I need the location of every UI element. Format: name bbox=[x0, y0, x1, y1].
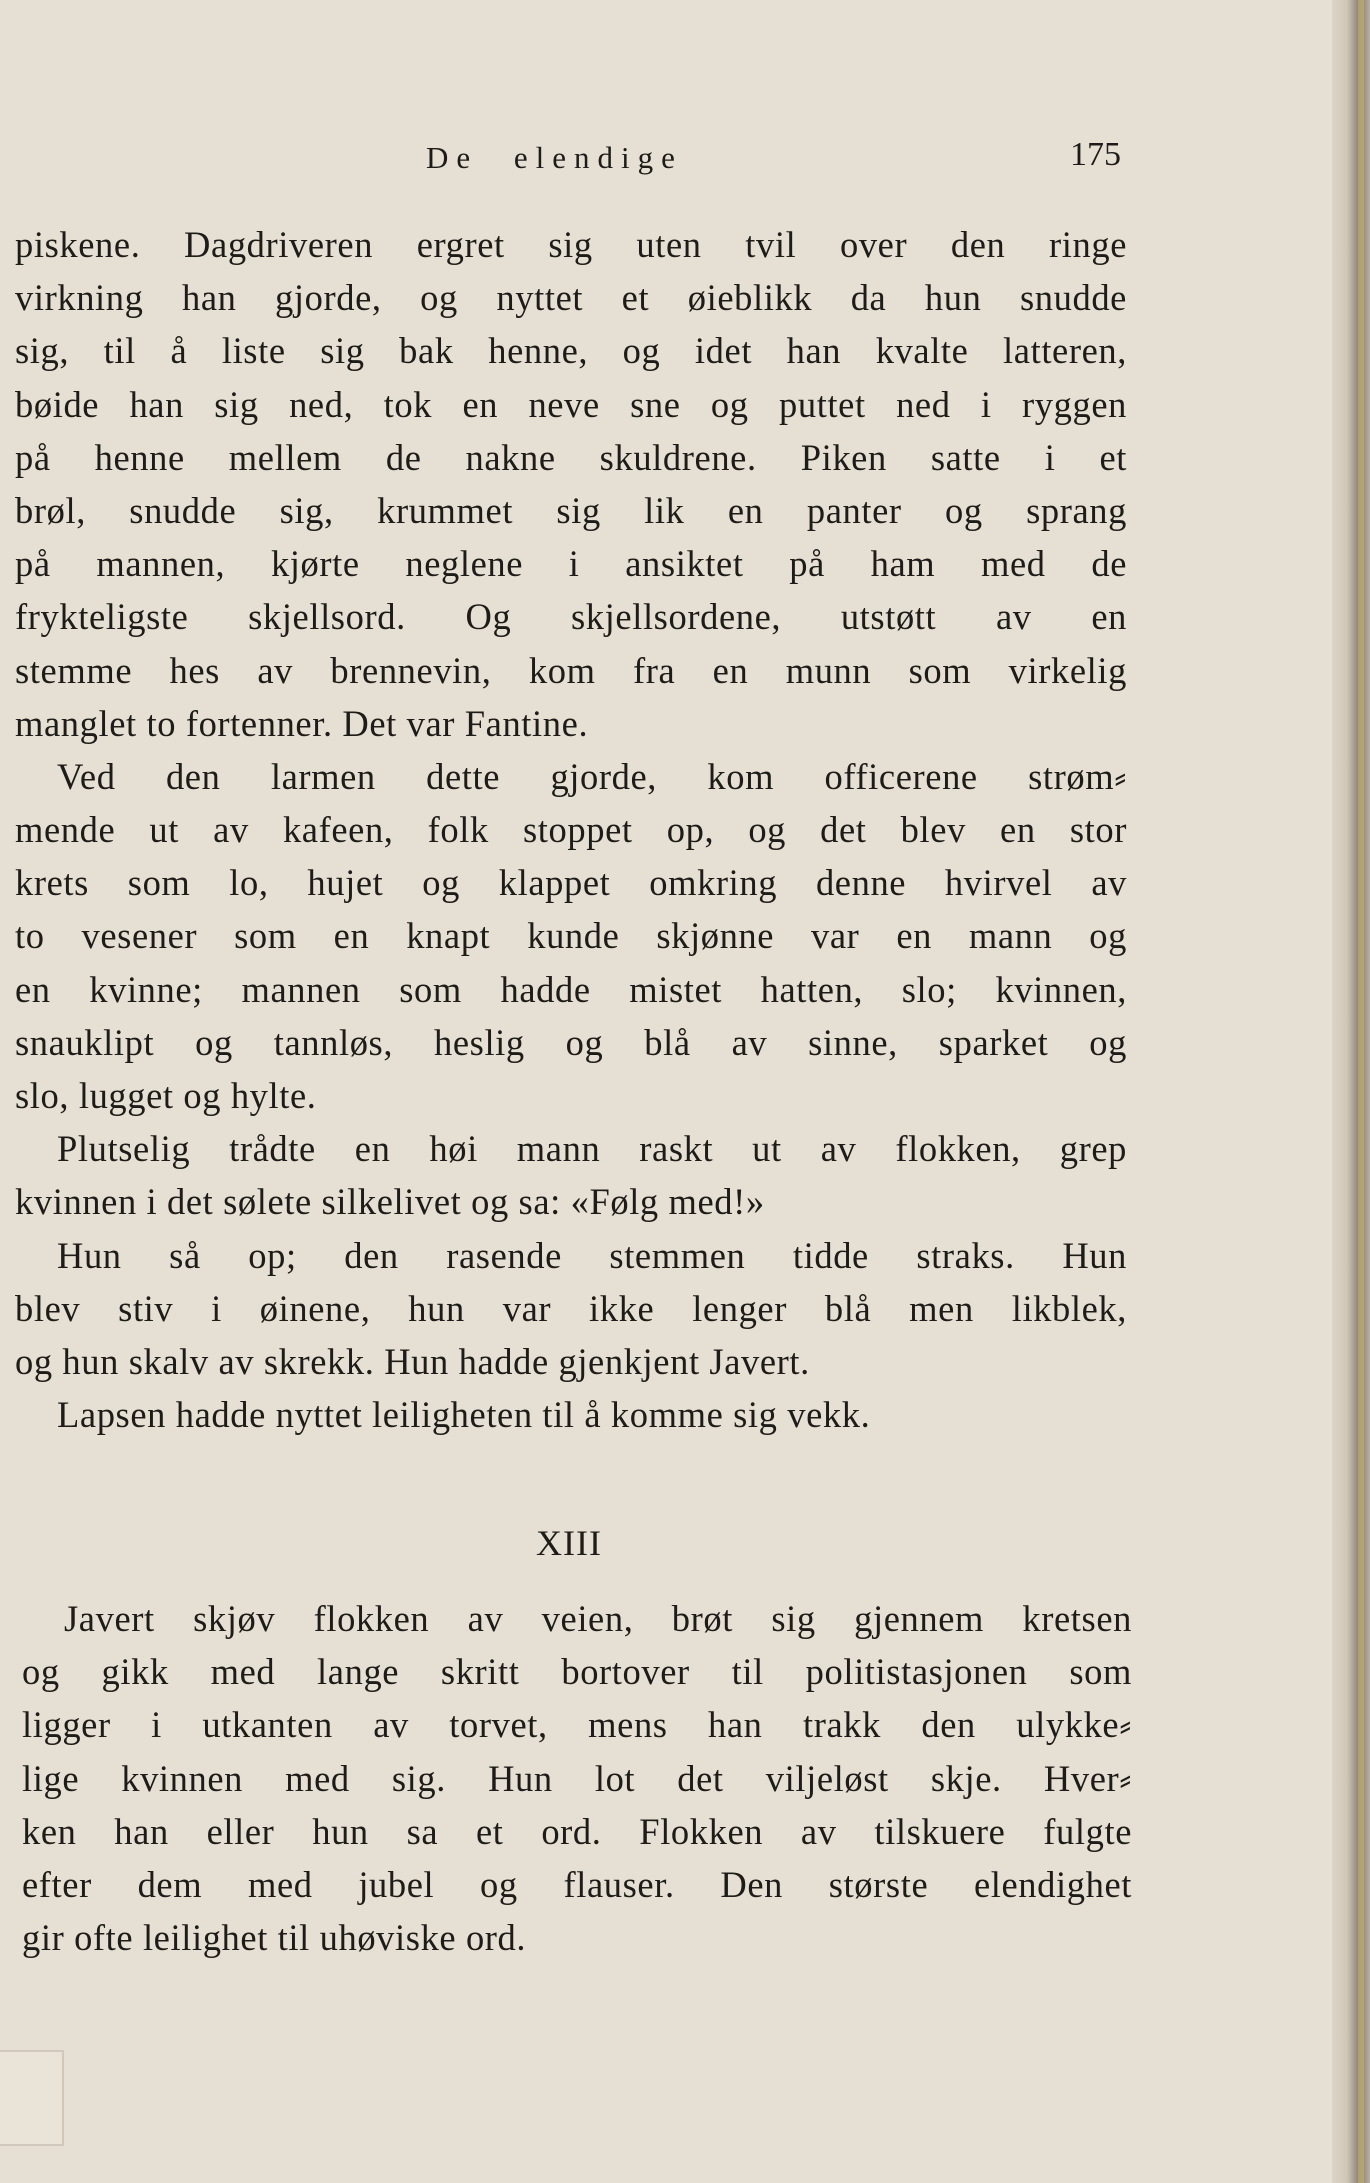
text-line: på mannen, kjørte neglene i ansiktet på ham med de bbox=[15, 543, 1127, 585]
text-line: krets som lo, hujet og klappet omkring denne hvirvel av bbox=[15, 862, 1127, 904]
text-line: og hun skalv av skrekk. Hun hadde gjenkjent Javert. bbox=[15, 1340, 810, 1382]
page-edge bbox=[1332, 0, 1370, 2183]
text-line: manglet to fortenner. Det var Fantine. bbox=[15, 702, 589, 744]
text-line: og gikk med lange skritt bortover til politistasjonen som bbox=[22, 1651, 1132, 1693]
text-block-section-xiii bbox=[22, 1592, 1132, 1964]
text-line: Plutselig trådte en høi mann raskt ut av flokken, grep bbox=[57, 1128, 1127, 1170]
text-line: lige kvinnen med sig. Hun lot det viljeløst skje. Hver⸗ bbox=[22, 1757, 1132, 1799]
text-line: brøl, snudde sig, krummet sig lik en panter og sprang bbox=[15, 489, 1127, 531]
text-line: blev stiv i øinene, hun var ikke lenger blå men likblek, bbox=[15, 1287, 1127, 1329]
running-title: De elendige bbox=[426, 140, 683, 175]
text-line: stemme hes av brennevin, kom fra en munn som virkelig bbox=[15, 649, 1127, 691]
gilt-edge bbox=[1358, 0, 1364, 2183]
text-line: sig, til å liste sig bak henne, og idet han kvalte latteren, bbox=[15, 330, 1127, 372]
section-heading bbox=[0, 1522, 1150, 1564]
text-line: to vesener som en knapt kunde skjønne var en mann og bbox=[15, 915, 1127, 957]
section-number: XIII bbox=[536, 1523, 602, 1563]
text-line: ligger i utkanten av torvet, mens han trakk den ulykke⸗ bbox=[22, 1704, 1132, 1746]
text-line: kvinnen i det sølete silkelivet og sa: «Følg med!» bbox=[15, 1181, 765, 1223]
text-line: virkning han gjorde, og nyttet et øieblikk da hun snudde bbox=[15, 277, 1127, 319]
text-line: snauklipt og tannløs, heslig og blå av sinne, sparket og bbox=[15, 1021, 1127, 1063]
text-line: Ved den larmen dette gjorde, kom officerene strøm⸗ bbox=[57, 755, 1127, 797]
text-line: Hun så op; den rasende stemmen tidde straks. Hun bbox=[57, 1234, 1127, 1276]
text-line: bøide han sig ned, tok en neve sne og puttet ned i ryggen bbox=[15, 383, 1127, 425]
text-line: Lapsen hadde nyttet leiligheten til å komme sig vekk. bbox=[57, 1394, 871, 1436]
text-line: piskene. Dagdriveren ergret sig uten tvil over den ringe bbox=[15, 224, 1127, 265]
text-line: frykteligste skjellsord. Og skjellsordene, utstøtt av en bbox=[15, 596, 1127, 638]
text-line: efter dem med jubel og flauser. Den største elendighet bbox=[22, 1863, 1132, 1905]
page-corner-mark bbox=[0, 2050, 64, 2146]
text-line: ken han eller hun sa et ord. Flokken av tilskuere fulgte bbox=[22, 1810, 1132, 1852]
text-line: slo, lugget og hylte. bbox=[15, 1075, 317, 1116]
text-block-chapter-end bbox=[15, 218, 1127, 1441]
text-line: Javert skjøv flokken av veien, brøt sig gjennem kretsen bbox=[64, 1598, 1132, 1639]
text-line: en kvinne; mannen som hadde mistet hatten, slo; kvinnen, bbox=[15, 968, 1127, 1010]
text-line: mende ut av kafeen, folk stoppet op, og det blev en stor bbox=[15, 809, 1127, 851]
text-line: på henne mellem de nakne skuldrene. Piken satte i et bbox=[15, 436, 1127, 478]
page-header bbox=[0, 136, 1150, 186]
text-line: gir ofte leilighet til uhøviske ord. bbox=[22, 1917, 527, 1959]
page-number: 175 bbox=[1070, 136, 1121, 173]
